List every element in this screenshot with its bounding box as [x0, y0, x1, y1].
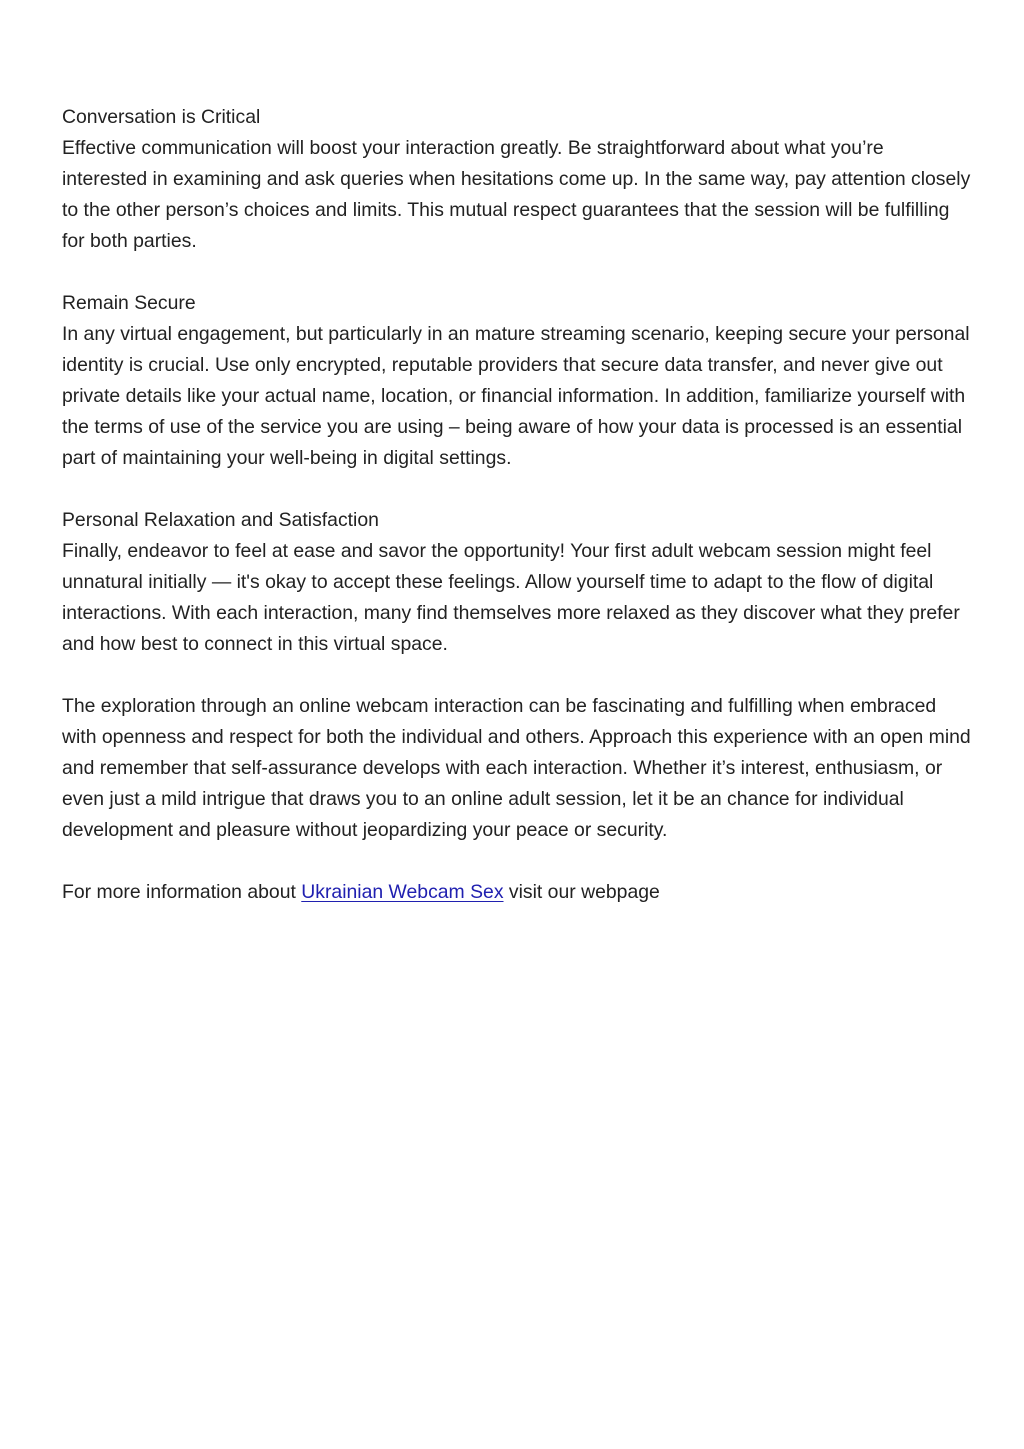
section-heading: Personal Relaxation and Satisfaction [62, 509, 379, 531]
conclusion-text: The exploration through an online webcam interaction can be fascinating and fulfilling when embraced with openness and respect for both the individual and others. Approach this experience with an open mind and remember that self-assurance develops with each interaction. Whether it’s interest, enthusiasm, or even just a mild intrigue that draws you to an online adult session, let it be an chance for individual development and pleasure without jeopardizing your peace or security. [62, 695, 971, 841]
footer-text [62, 877, 974, 908]
conclusion-paragraph [62, 691, 974, 846]
section-body: In any virtual engagement, but particularly in an mature streaming scenario, keeping secure your personal identity is crucial. Use only encrypted, reputable providers that secure data transfer, and never give out private details like your actual name, location, or financial information. In addition, familiarize yourself with the terms of use of the service you are using – being aware of how your data is processed is an essential part of maintaining your well-being in digital settings. [62, 323, 970, 469]
footer-prefix: For more information about [62, 881, 302, 903]
section-heading: Remain Secure [62, 292, 196, 314]
section-communication [62, 102, 974, 257]
section-security [62, 288, 974, 474]
ukrainian-webcam-sex-link[interactable]: Ukrainian Webcam Sex [301, 881, 504, 903]
section-relaxation [62, 505, 974, 660]
section-heading: Conversation is Critical [62, 106, 261, 128]
footer-line [62, 877, 974, 908]
footer-suffix: visit our webpage [503, 881, 660, 903]
section-body: Effective communication will boost your interaction greatly. Be straightforward about what you’re interested in examining and ask queries when hesitations come up. In the same way, pay attention closely to the other person’s choices and limits. This mutual respect guarantees that the session will be fulfilling for both parties. [62, 137, 971, 252]
document-page [62, 102, 974, 939]
section-body: Finally, endeavor to feel at ease and savor the opportunity! Your first adult webcam session might feel unnatural initially — it's okay to accept these feelings. Allow yourself time to adapt to the flow of digital interactions. With each interaction, many find themselves more relaxed as they discover what they prefer and how best to connect in this virtual space. [62, 540, 960, 655]
